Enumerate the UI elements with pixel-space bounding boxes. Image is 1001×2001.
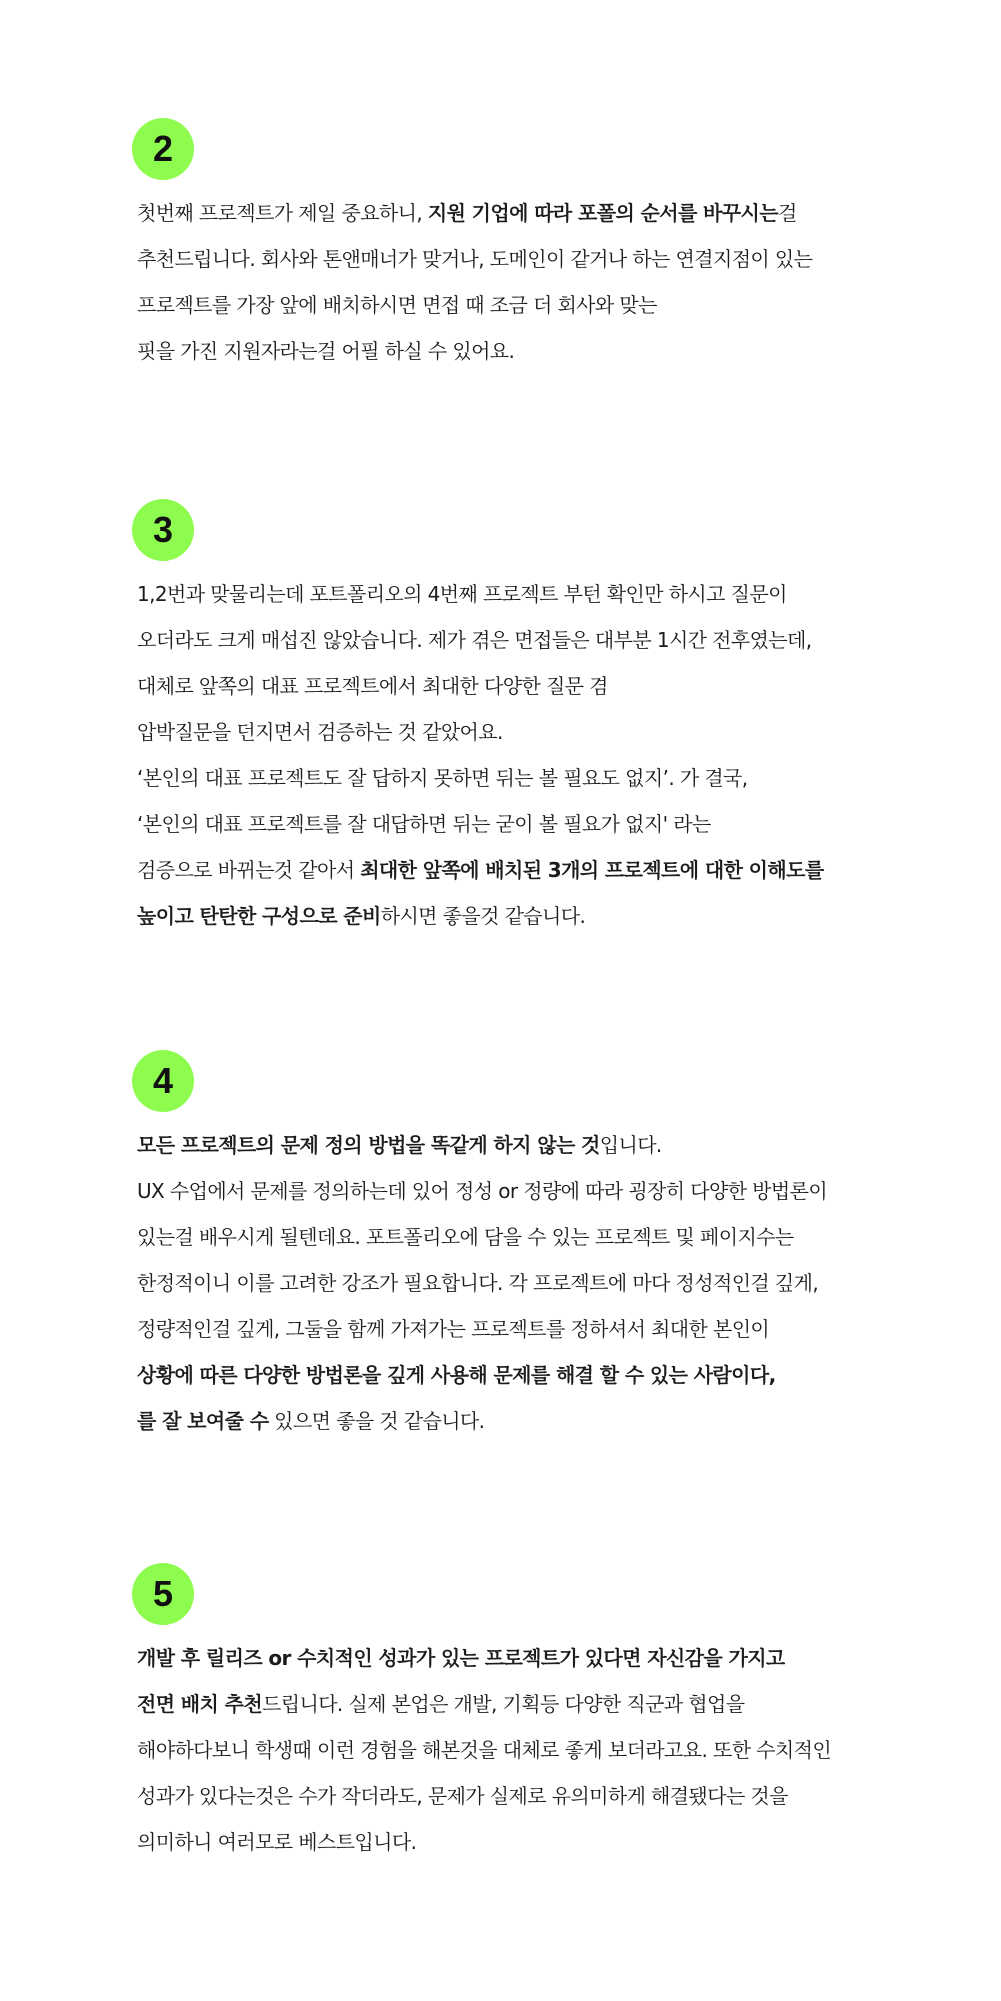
body-text: 하시면 좋을것 같습니다.	[380, 904, 586, 928]
body-text: 프로젝트를 가장 앞에 배치하시면 면접 때 조금 더 회사와 맞는	[137, 293, 657, 317]
emphasis-text: 상황에 따른 다양한 방법론을 깊게 사용해 문제를 해결 할 수 있는 사람이다,	[137, 1363, 776, 1387]
body-text: 있는걸 배우시게 될텐데요. 포트폴리오에 담을 수 있는 프로젝트 및 페이지수는	[137, 1225, 794, 1249]
text-line	[137, 1122, 917, 1168]
body-text: ‘본인의 대표 프로젝트도 잘 답하지 못하면 뒤는 볼 필요도 없지’. 가 결국,	[137, 766, 748, 790]
body-text: 오더라도 크게 매섭진 않았습니다. 제가 겪은 면접들은 대부분 1시간 전후였는데,	[137, 628, 812, 652]
text-line	[137, 1168, 917, 1214]
body-text: 첫번째 프로젝트가 제일 중요하니,	[137, 201, 428, 225]
body-text: 걸	[777, 201, 797, 225]
body-text: 있으면 좋을 것 같습니다.	[268, 1409, 485, 1433]
text-line	[137, 847, 917, 893]
text-line	[137, 1352, 917, 1398]
text-line	[137, 893, 917, 939]
emphasis-text: 지원 기업에 따라 포폴의 순서를 바꾸시는	[427, 201, 778, 225]
emphasis-text: 개발 후 릴리즈 or 수치적인 성과가 있는 프로젝트가 있다면 자신감을 가지고	[137, 1646, 785, 1670]
body-text: 대체로 앞쪽의 대표 프로젝트에서 최대한 다양한 질문 겸	[137, 674, 608, 698]
body-text: 성과가 있다는것은 수가 작더라도, 문제가 실제로 유의미하게 해결됐다는 것을	[137, 1784, 788, 1808]
text-line	[137, 755, 917, 801]
body-text: 입니다.	[599, 1133, 662, 1157]
body-text: 압박질문을 던지면서 검증하는 것 같았어요.	[137, 720, 503, 744]
text-line	[137, 709, 917, 755]
text-line	[137, 663, 917, 709]
section-number-badge: 3	[132, 499, 194, 561]
text-line	[137, 571, 917, 617]
section-text	[137, 571, 917, 939]
section-text	[137, 190, 917, 374]
emphasis-text: 최대한 앞쪽에 배치된 3개의 프로젝트에 대한 이해도를	[360, 858, 824, 882]
body-text: 의미하니 여러모로 베스트입니다.	[137, 1830, 417, 1854]
section-2	[137, 118, 917, 374]
text-line	[137, 328, 917, 374]
section-5	[137, 1563, 917, 1865]
section-3	[137, 499, 917, 939]
text-line	[137, 1398, 917, 1444]
section-number-badge: 4	[132, 1050, 194, 1112]
text-line	[137, 282, 917, 328]
text-line	[137, 1819, 917, 1865]
body-text: 드립니다. 실제 본업은 개발, 기획등 다양한 직군과 협업을	[262, 1692, 745, 1716]
text-line	[137, 236, 917, 282]
text-line	[137, 1681, 917, 1727]
text-line	[137, 190, 917, 236]
section-text	[137, 1122, 917, 1444]
section-4	[137, 1050, 917, 1444]
body-text: 검증으로 바뀌는것 같아서	[137, 858, 361, 882]
text-line	[137, 801, 917, 847]
body-text: 핏을 가진 지원자라는걸 어필 하실 수 있어요.	[137, 339, 515, 363]
body-text: ‘본인의 대표 프로젝트를 잘 대답하면 뒤는 굳이 볼 필요가 없지' 라는	[137, 812, 711, 836]
body-text: 추천드립니다. 회사와 톤앤매너가 맞거나, 도메인이 같거나 하는 연결지점이 있는	[137, 247, 813, 271]
text-line	[137, 617, 917, 663]
body-text: 1,2번과 맞물리는데 포트폴리오의 4번째 프로젝트 부턴 확인만 하시고 질문이	[137, 582, 787, 606]
text-line	[137, 1260, 917, 1306]
body-text: 한정적이니 이를 고려한 강조가 필요합니다. 각 프로젝트에 마다 정성적인걸 깊게,	[137, 1271, 819, 1295]
emphasis-text: 전면 배치 추천	[137, 1692, 263, 1716]
section-number-badge: 5	[132, 1563, 194, 1625]
section-number-badge: 2	[132, 118, 194, 180]
text-line	[137, 1306, 917, 1352]
emphasis-text: 모든 프로젝트의 문제 정의 방법을 똑같게 하지 않는 것	[137, 1133, 600, 1157]
text-line	[137, 1727, 917, 1773]
emphasis-text: 높이고 탄탄한 구성으로 준비	[137, 904, 381, 928]
text-line	[137, 1773, 917, 1819]
body-text: UX 수업에서 문제를 정의하는데 있어 정성 or 정량에 따라 굉장히 다양한 방법론이	[137, 1179, 828, 1203]
body-text: 해야하다보니 학생때 이런 경험을 해본것을 대체로 좋게 보더라고요. 또한 수치적인	[137, 1738, 832, 1762]
text-line	[137, 1214, 917, 1260]
section-text	[137, 1635, 917, 1865]
text-line	[137, 1635, 917, 1681]
body-text: 정량적인걸 깊게, 그둘을 함께 가져가는 프로젝트를 정하셔서 최대한 본인이	[137, 1317, 770, 1341]
emphasis-text: 를 잘 보여줄 수	[137, 1409, 269, 1433]
